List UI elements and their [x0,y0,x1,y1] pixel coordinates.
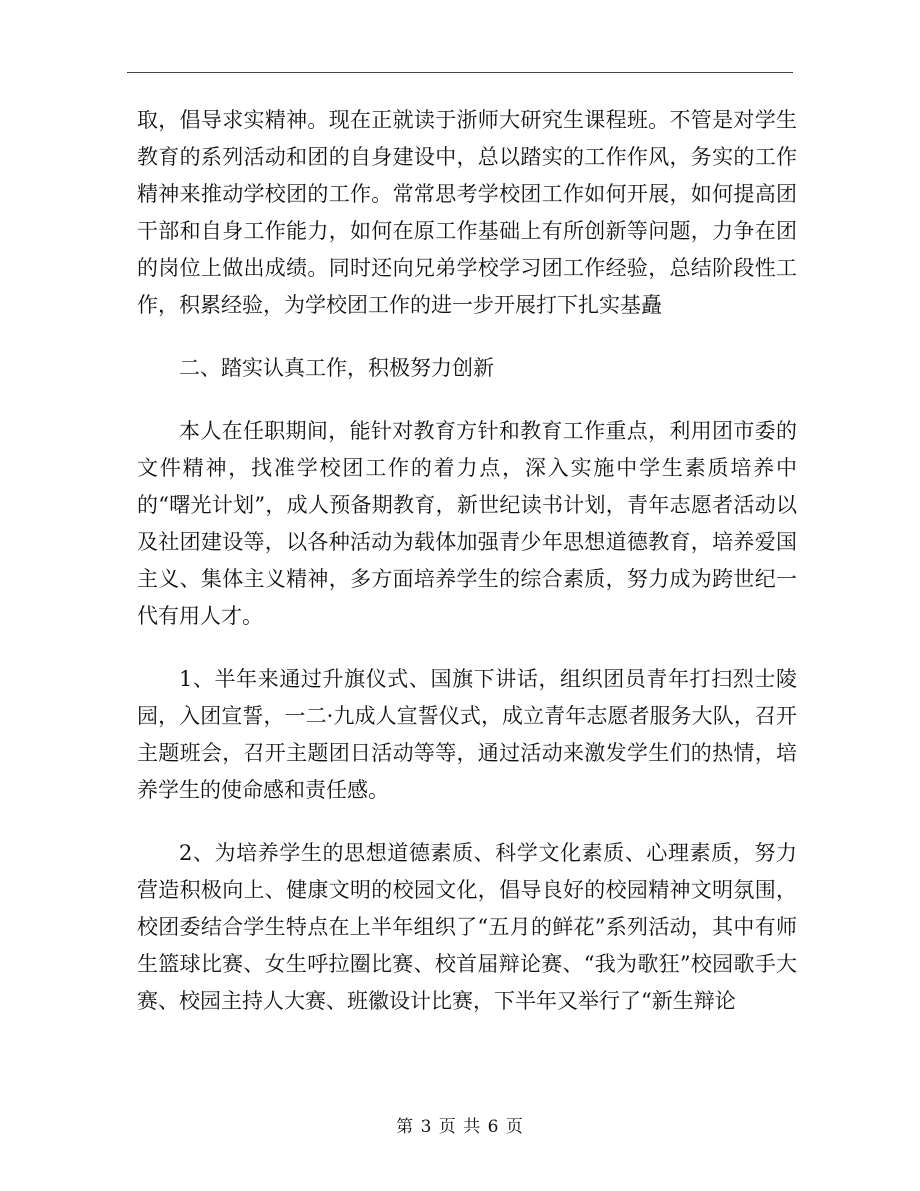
paragraph-item-1: 1、半年来通过升旗仪式、国旗下讲话，组织团员青年打扫烈士陵园，入团宣誓，一二·九成人宣誓仪式，成立青年志愿者服务大队，召开主题班会，召开主题团日活动等等，通过活动来激发学生们的热情，培养学生的使命感和责任感。 [137,667,797,802]
header-divider [127,72,793,73]
section-heading: 二、踏实认真工作，积极努力创新 [179,356,494,380]
document-body [137,102,797,1020]
paragraph-continuation: 取，倡导求实精神。现在正就读于浙师大研究生课程班。不管是对学生教育的系列活动和团的自身建设中，总以踏实的工作作风，务实的工作精神来推动学校团的工作。常常思考学校团工作如何开展，如何提高团干部和自身工作能力，如何在原工作基础上有所创新等问题，力争在团的岗位上做出成绩。同时还向兄弟学校学习团工作经验，总结阶段性工作，积累经验，为学校团工作的进一步开展打下扎实基矗 [137,108,797,317]
paragraph-item-2: 2、为培养学生的思想道德素质、科学文化素质、心理素质，努力营造积极向上、健康文明的校园文化，倡导良好的校园精神文明氛围，校团委结合学生特点在上半年组织了“五月的鲜花”系列活动，其中有师生篮球比赛、女生呼拉圈比赛、校首届辩论赛、“我为歌狂”校园歌手大赛、校园主持人大赛、班徽设计比赛，下半年又举行了“新生辩论 [137,841,797,1013]
page-number: 第 3 页 共 6 页 [396,1117,524,1137]
paragraph-intro: 本人在任职期间，能针对教育方针和教育工作重点，利用团市委的文件精神，找准学校团工作的着力点，深入实施中学生素质培养中的“曙光计划”，成人预备期教育，新世纪读书计划，青年志愿者活动以及社团建设等，以各种活动为载体加强青少年思想道德教育，培养爱国主义、集体主义精神，多方面培养学生的综合素质，努力成为跨世纪一代有用人才。 [137,419,797,628]
